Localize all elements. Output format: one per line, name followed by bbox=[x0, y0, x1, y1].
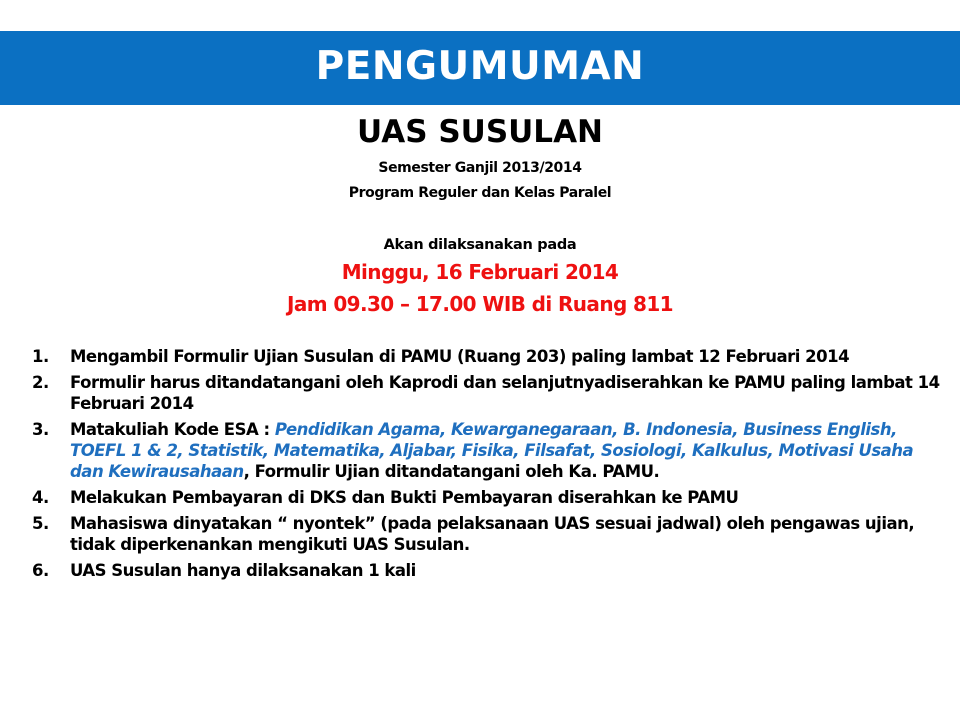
program-subtitle: Program Reguler dan Kelas Paralel bbox=[348, 185, 612, 201]
list-number: 3. bbox=[32, 420, 49, 439]
list-text bbox=[70, 419, 950, 482]
list-text: Mengambil Formulir Ujian Susulan di PAMU (Ruang 203) paling lambat 12 Februari 2014 bbox=[70, 347, 850, 366]
esa-course-list: Pendidikan Agama, Kewarganegaraan, B. Indonesia, Business English, TOEFL 1 & 2, Statistik, Matematika, Aljabar, Fisika, Filsafat, Sosiologi, Kalkulus, Motivasi Usaha dan Kewirausahaan bbox=[70, 420, 914, 481]
list-item bbox=[0, 513, 960, 555]
list-item bbox=[0, 372, 960, 414]
exam-date: Minggu, 16 Februari 2014 bbox=[341, 260, 619, 284]
instruction-list bbox=[0, 346, 960, 586]
list-number: 4. bbox=[32, 488, 49, 507]
list-item bbox=[0, 346, 960, 367]
list-number: 6. bbox=[32, 561, 49, 580]
announcement-title: UAS SUSULAN bbox=[356, 114, 604, 150]
banner-title: PENGUMUMAN bbox=[315, 44, 645, 89]
exam-time-location: Jam 09.30 – 17.00 WIB di Ruang 811 bbox=[287, 292, 673, 316]
list-text: Formulir harus ditandatangani oleh Kaprodi dan selanjutnyadiserahkan ke PAMU paling lambat 14 Februari 2014 bbox=[70, 373, 940, 413]
list-text-suffix: , Formulir Ujian ditandatangani oleh Ka. PAMU. bbox=[243, 462, 660, 481]
list-number: 2. bbox=[32, 373, 49, 392]
list-text: UAS Susulan hanya dilaksanakan 1 kali bbox=[70, 561, 416, 580]
list-item bbox=[0, 560, 960, 581]
list-number: 5. bbox=[32, 514, 49, 533]
list-number: 1. bbox=[32, 347, 49, 366]
list-text-prefix: Matakuliah Kode ESA : bbox=[70, 420, 275, 439]
list-text: Melakukan Pembayaran di DKS dan Bukti Pembayaran diserahkan ke PAMU bbox=[70, 488, 739, 507]
list-item bbox=[0, 487, 960, 508]
schedule-intro: Akan dilaksanakan pada bbox=[383, 237, 577, 253]
list-item bbox=[0, 419, 960, 482]
list-text: Mahasiswa dinyatakan “ nyontek” (pada pelaksanaan UAS sesuai jadwal) oleh pengawas ujian, tidak diperkenankan mengikuti UAS Susulan. bbox=[70, 514, 915, 554]
semester-subtitle: Semester Ganjil 2013/2014 bbox=[378, 160, 582, 176]
